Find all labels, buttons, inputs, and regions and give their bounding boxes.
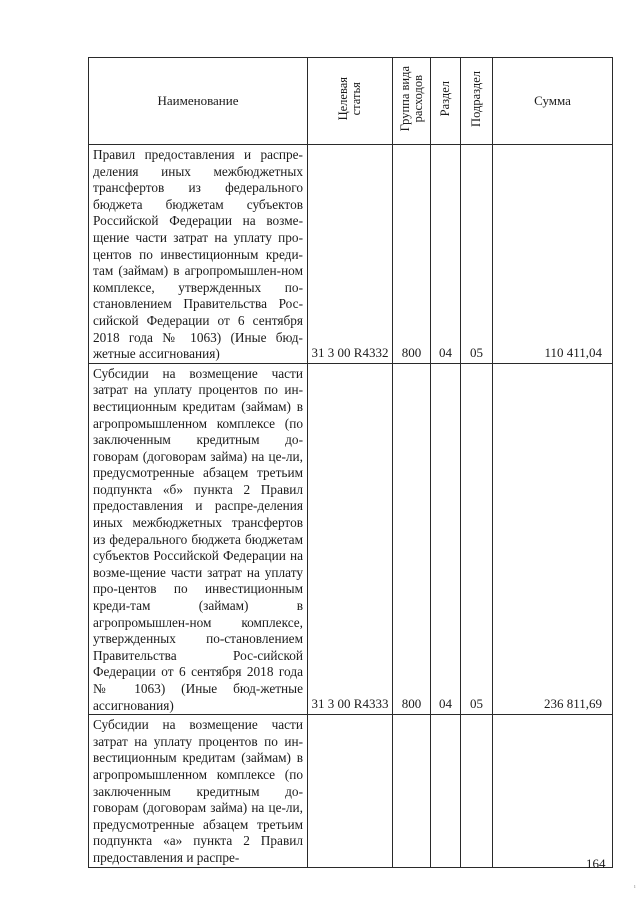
table-row bbox=[89, 363, 613, 714]
row-section bbox=[431, 715, 461, 867]
header-name: Наименование bbox=[89, 58, 308, 145]
table-header-row bbox=[89, 58, 613, 145]
row-target: 31 3 00 R4333 bbox=[308, 363, 393, 714]
row-name: Субсидии на возмещение части затрат на уплату процентов по ин-вестиционным кредитам (займам) в агропромышленном комплексе (по заключенным кредитным до-говорам (договорам займа) на це-ли, предусмотренные абзацем третьим подпункта «б» пункта 2 Правил предоставления и распре-деления иных межбюджетных трансфертов из федерального бюджета бюджетам субъектов Российской Федерации на возме-щение части затрат на уплату про-центов по инвестиционным креди-там (займам) в агропромышлен-ном комплексе, утвержденных по-становлением Правительства Рос-сийской Федерации от 6 сентября 2018 года № 1063) (Иные бюд-жетные ассигнования) bbox=[89, 363, 308, 714]
header-target-label: Целевая статья bbox=[336, 77, 363, 121]
row-sum: 110 411,04 bbox=[493, 145, 613, 364]
row-section: 04 bbox=[431, 145, 461, 364]
budget-table bbox=[88, 57, 613, 868]
header-section bbox=[431, 58, 461, 145]
table-row bbox=[89, 715, 613, 867]
row-group: 800 bbox=[393, 145, 431, 364]
row-subsection: 05 bbox=[461, 145, 493, 364]
page-number: 164 bbox=[586, 856, 606, 871]
row-sum bbox=[493, 715, 613, 867]
row-name: Правил предоставления и распре-деления иных межбюджетных трансфертов из федерального бюджета бюджетам субъектов Российской Федерации на возме-щение части затрат на уплату про-центов по инвестиционным креди-там (займам) в агропромышлен-ном комплексе, утвержденных по-становлением Правительства Рос-сийской Федерации от 6 сентября 2018 года № 1063) (Иные бюд-жетные ассигнования) bbox=[89, 145, 308, 364]
header-sum: Сумма bbox=[493, 58, 613, 145]
header-group-label: Группа вида расходов bbox=[397, 66, 425, 132]
header-group bbox=[393, 58, 431, 145]
header-subsection-label: Подраздел bbox=[469, 71, 483, 127]
scan-edge-mark: ı bbox=[634, 884, 636, 890]
row-subsection: 05 bbox=[461, 363, 493, 714]
row-sum: 236 811,69 bbox=[493, 363, 613, 714]
row-section: 04 bbox=[431, 363, 461, 714]
row-target: 31 3 00 R4332 bbox=[308, 145, 393, 364]
row-group: 800 bbox=[393, 363, 431, 714]
row-name: Субсидии на возмещение части затрат на уплату процентов по ин-вестиционным кредитам (займам) в агропромышленном комплексе (по заключенным кредитным до-говорам (договорам займа) на це-ли, предусмотренные абзацем третьим подпункта «а» пункта 2 Правил предоставления и распре- bbox=[89, 715, 308, 867]
row-group bbox=[393, 715, 431, 867]
header-subsection bbox=[461, 58, 493, 145]
header-target bbox=[308, 58, 393, 145]
row-subsection bbox=[461, 715, 493, 867]
table-row bbox=[89, 145, 613, 364]
row-target bbox=[308, 715, 393, 867]
header-section-label: Раздел bbox=[438, 81, 452, 117]
